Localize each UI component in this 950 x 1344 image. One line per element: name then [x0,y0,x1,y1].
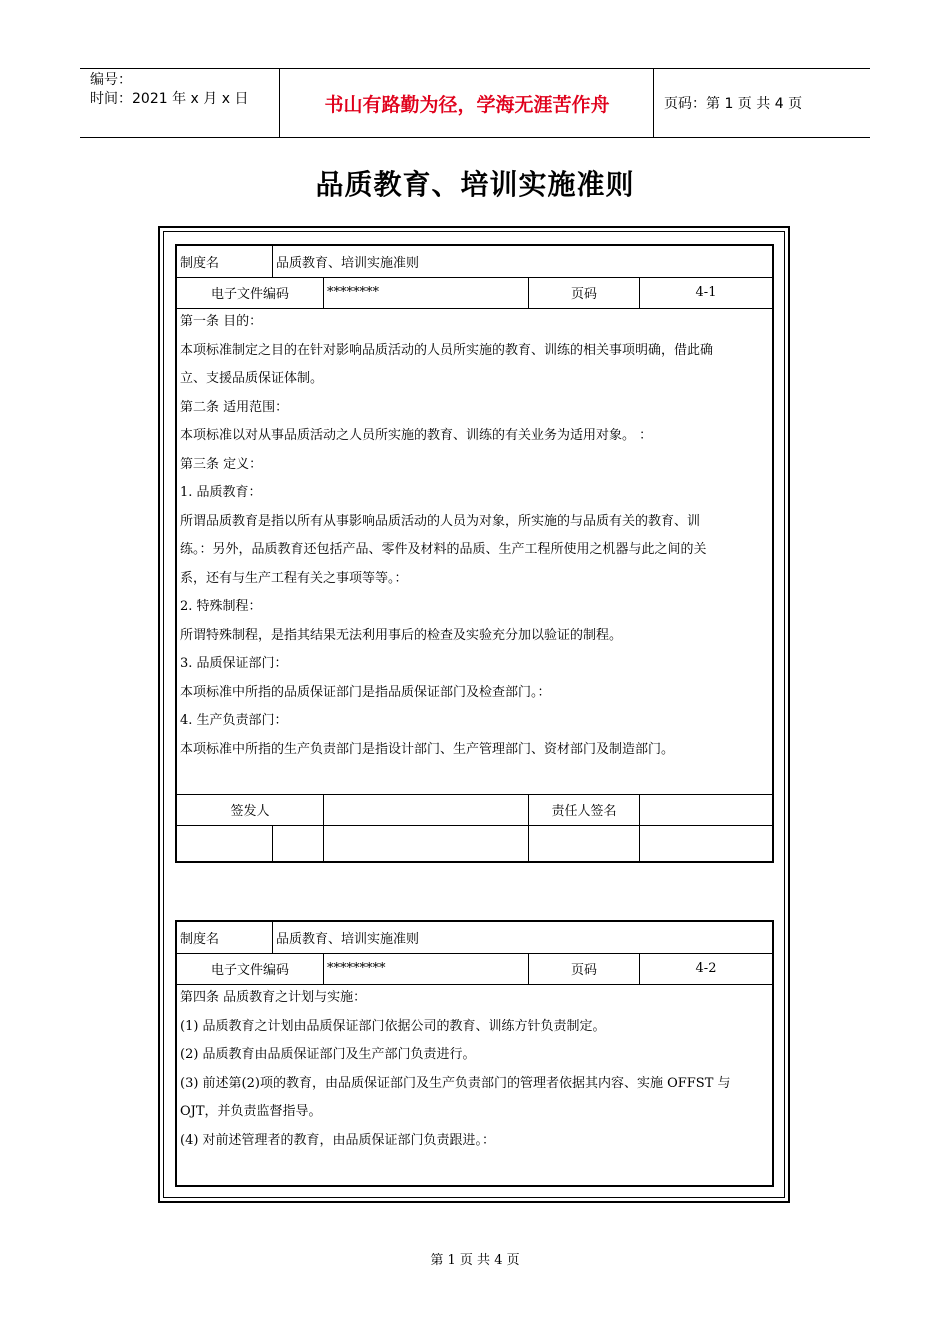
name-row [177,246,772,278]
content-body [180,308,769,764]
code-row [177,953,772,985]
header-meta [80,69,280,137]
responsible-field [640,794,772,825]
signature-row [177,794,772,826]
header-motto: 书山有路勤为径，学海无涯苦作舟 [281,69,654,137]
content-line: 所谓品质教育是指以所有从事影响品质活动的人员为对象，所实施的与品质有关的教育、训 [180,513,701,529]
content-line: 2. 特殊制程： [180,599,262,614]
content-line: 所谓特殊制程，是指其结果无法利用事后的检查及实验充分加以验证的制程。 [180,627,623,643]
document-title: 品质教育、培训实施准则 [315,168,635,201]
regulation-name-value: 品质教育、培训实施准则 [276,932,420,947]
time-label: 时间：2021 年 x 月 x 日 [90,91,249,107]
responsible-label: 责任人签名 [529,794,640,825]
content-line: (3) 前述第(2)项的教育，由品质保证部门及生产负责部门的管理者依据其内容、实施 OFFST 与 [180,1075,731,1091]
content-line: 4. 生产负责部门： [180,713,288,728]
page-value: 4-2 [695,961,717,976]
regulation-name-label: 制度名 [177,246,273,277]
regulation-name-value: 品质教育、培训实施准则 [276,256,420,271]
file-code-label: 电子文件编码 [177,277,324,308]
content-line: 第一条 目的： [180,314,263,329]
page-label: 页码 [529,277,640,308]
content-line: 系，还有与生产工程有关之事项等等。： [180,570,408,586]
content-line: 第三条 定义： [180,456,263,472]
content-line: 本项标准中所指的品质保证部门是指品质保证部门及检查部门。： [180,684,551,700]
content-line: 第四条 品质教育之计划与实施： [180,990,367,1005]
content-line: (4) 对前述管理者的教育，由品质保证部门负责跟进。： [180,1132,496,1148]
content-row [177,308,772,795]
content-line: (2) 品质教育由品质保证部门及生产部门负责进行。 [180,1047,476,1062]
number-label: 编号： [90,72,132,88]
file-code-value: ********* [324,953,529,984]
content-line: 练。：另外，品质教育还包括产品、零件及材料的品质、生产工程所使用之机器与此之间的关 [180,542,707,557]
content-line: (1) 品质教育之计划由品质保证部门依据公司的教育、训练方针负责制定。 [180,1018,606,1034]
content-line: 立、支援品质保证体制。 [180,371,324,386]
code-row [177,277,772,309]
issuer-field [324,794,529,825]
content-body [180,984,769,1155]
page-value: 4-1 [695,285,717,300]
file-code-label: 电子文件编码 [177,953,324,984]
content-line: OJT，并负责监督指导。 [180,1104,322,1119]
name-row [177,922,772,954]
header-page-label: 页码：第 1 页 共 4 页 [664,96,803,112]
content-line: 第二条 适用范围： [180,399,289,415]
content-line: 1. 品质教育： [180,485,262,500]
regulation-name-label: 制度名 [177,922,273,953]
file-code-value: ******** [324,277,529,308]
content-row [177,984,772,1185]
regulation-table-2 [175,920,774,1187]
page-footer: 第 1 页 共 4 页 [430,1253,520,1268]
regulation-table-1 [175,244,774,863]
page-label: 页码 [529,953,640,984]
content-line: 3. 品质保证部门： [180,656,288,671]
content-line: 本项标准以对从事品质活动之人员所实施的教育、训练的有关业务为适用对象。 ： [180,428,653,443]
page-header [80,68,870,138]
blank-signature-row [177,825,772,861]
content-line: 本项标准制定之目的在针对影响品质活动的人员所实施的教育、训练的相关事项明确，借此确 [180,342,714,358]
content-line: 本项标准中所指的生产负责部门是指设计部门、生产管理部门、资材部门及制造部门。 [180,741,675,757]
issuer-label: 签发人 [177,794,324,825]
